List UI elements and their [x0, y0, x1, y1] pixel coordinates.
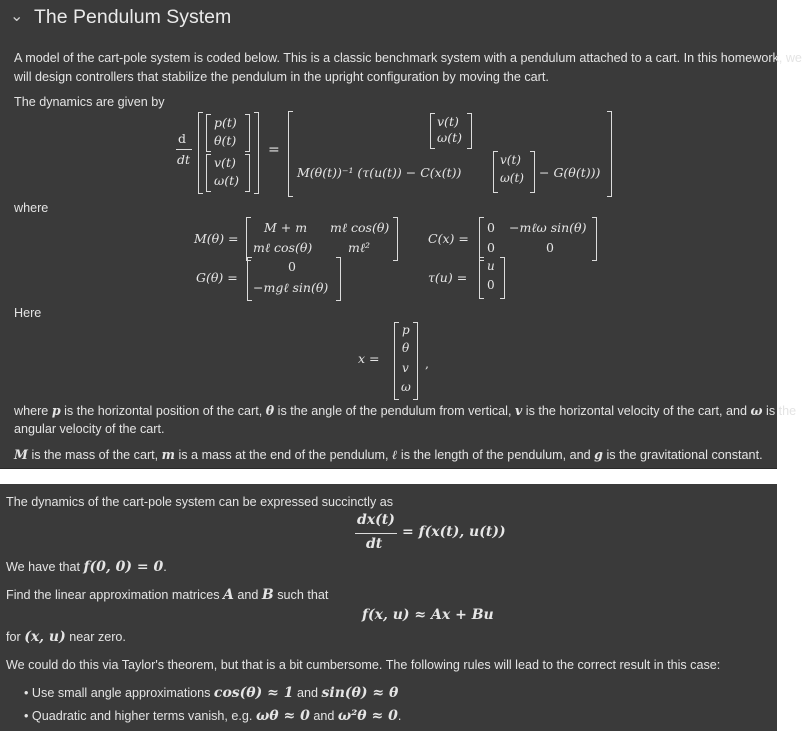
- state-bracket-left: [198, 112, 203, 194]
- tau-lhs: τ(u) =: [428, 270, 468, 285]
- collapse-chevron-icon[interactable]: ⌄: [10, 8, 24, 25]
- intro-line-1: A model of the cart-pole system is coded below. This is a classic benchmark system with a pendulum attached to a cart. In this homework, we: [14, 51, 802, 65]
- tau-bracket-left: [479, 257, 484, 299]
- dt-denominator: dt: [366, 536, 383, 552]
- c-bracket-left: [479, 217, 484, 261]
- c-lhs: C(x) =: [428, 231, 469, 246]
- where-label: where: [14, 201, 49, 215]
- deriv-d: d: [178, 131, 187, 146]
- variable-description-1: where p is the horizontal position of the cart, θ is the angle of the pendulum from vertical, v is the horizontal velocity of the cart, and ω is the: [14, 403, 797, 418]
- bottom-vec-bracket: [493, 151, 498, 193]
- m-22: mℓ²: [348, 240, 371, 255]
- succinct-text: The dynamics of the cart-pole system can be expressed succinctly as: [6, 495, 394, 509]
- we-have-text: We have that f(0, 0) = 0.: [6, 559, 167, 575]
- bullet-higher-order: • Quadratic and higher terms vanish, e.g. ωθ ≈ 0 and ω²θ ≈ 0.: [24, 708, 402, 724]
- bottom-v: v(t): [500, 153, 521, 167]
- dynamics-intro: The dynamics are given by: [14, 95, 165, 109]
- f-rhs: = f(x(t), u(t)): [402, 524, 506, 540]
- state-inner-bracket: [206, 114, 211, 152]
- x-lhs: x =: [358, 351, 380, 366]
- x-comma: ,: [425, 356, 429, 371]
- state-inner-bracket: [245, 114, 250, 152]
- bottom-left-term: M(θ(t))⁻¹ (τ(u(t)) − C(x(t)): [297, 165, 462, 180]
- tau-bracket-right: [500, 257, 505, 299]
- variable-description-2: angular velocity of the cart.: [14, 422, 165, 436]
- fraction-bar: [355, 533, 397, 534]
- markdown-cell-linearization: [0, 484, 777, 731]
- tau-2: 0: [487, 278, 495, 292]
- state-v: v(t): [214, 155, 236, 170]
- c-22: 0: [546, 240, 554, 255]
- dx-numerator: dx(t): [357, 512, 395, 528]
- state-omega: ω(t): [214, 173, 239, 188]
- g-bracket-left: [247, 257, 252, 301]
- bullet-small-angle: • Use small angle approximations cos(θ) ≈ 1 and sin(θ) ≈ θ: [24, 685, 399, 701]
- c-12: −mℓω sin(θ): [509, 220, 587, 235]
- m-11: M + m: [264, 220, 308, 235]
- top-vec-bracket: [430, 113, 435, 149]
- c-bracket-right: [592, 217, 597, 261]
- g-lhs: G(θ) =: [196, 270, 238, 285]
- m-bracket-right: [393, 217, 398, 261]
- find-text: Find the linear approximation matrices A and B such that: [6, 587, 329, 603]
- state-bracket-right: [254, 112, 259, 194]
- state-p: p(t): [214, 115, 237, 130]
- x-omega: ω: [401, 380, 411, 394]
- c-11: 0: [487, 220, 495, 235]
- g-bracket-right: [336, 257, 341, 301]
- deriv-dt: dt: [177, 152, 191, 167]
- bottom-right-term: − G(θ(t))): [539, 165, 601, 180]
- bottom-vec-bracket: [530, 151, 535, 193]
- c-21: 0: [487, 240, 495, 255]
- approx-equation: f(x, u) ≈ Ax + Bu: [362, 607, 494, 623]
- m-21: mℓ cos(θ): [253, 240, 313, 255]
- top-vec-bracket: [467, 113, 472, 149]
- tau-1: u: [487, 259, 495, 273]
- bottom-omega: ω(t): [500, 171, 524, 185]
- rhs-bracket-right: [607, 111, 612, 197]
- m-bracket-left: [246, 217, 251, 261]
- top-omega: ω(t): [437, 130, 462, 145]
- taylor-text: We could do this via Taylor's theorem, but that is a bit cumbersome. The following rules will lead to the correct result in this case:: [6, 658, 721, 672]
- x-v: v: [402, 361, 409, 375]
- top-v: v(t): [437, 114, 459, 129]
- state-inner-bracket: [206, 154, 211, 192]
- x-p: p: [402, 323, 410, 337]
- g-2: −mgℓ sin(θ): [253, 280, 329, 295]
- g-1: 0: [288, 259, 296, 274]
- section-title: The Pendulum System: [34, 6, 232, 28]
- equals-sign: =: [268, 142, 280, 158]
- fraction-bar: [176, 149, 192, 150]
- m-lhs: M(θ) =: [194, 231, 239, 246]
- rhs-bracket-left: [288, 111, 293, 197]
- x-bracket-right: [413, 322, 418, 400]
- parameter-description: M is the mass of the cart, m is a mass at the end of the pendulum, ℓ is the length of the pendulum, and g is the gravitational constant.: [14, 447, 763, 462]
- here-label: Here: [14, 306, 42, 320]
- near-zero-text: for (x, u) near zero.: [6, 629, 126, 645]
- x-bracket-left: [394, 322, 399, 400]
- m-12: mℓ cos(θ): [330, 220, 390, 235]
- state-theta: θ(t): [214, 133, 237, 148]
- state-inner-bracket: [245, 154, 250, 192]
- x-theta: θ: [402, 341, 410, 355]
- intro-line-2: will design controllers that stabilize the pendulum in the upright configuration by moving the cart.: [14, 70, 549, 84]
